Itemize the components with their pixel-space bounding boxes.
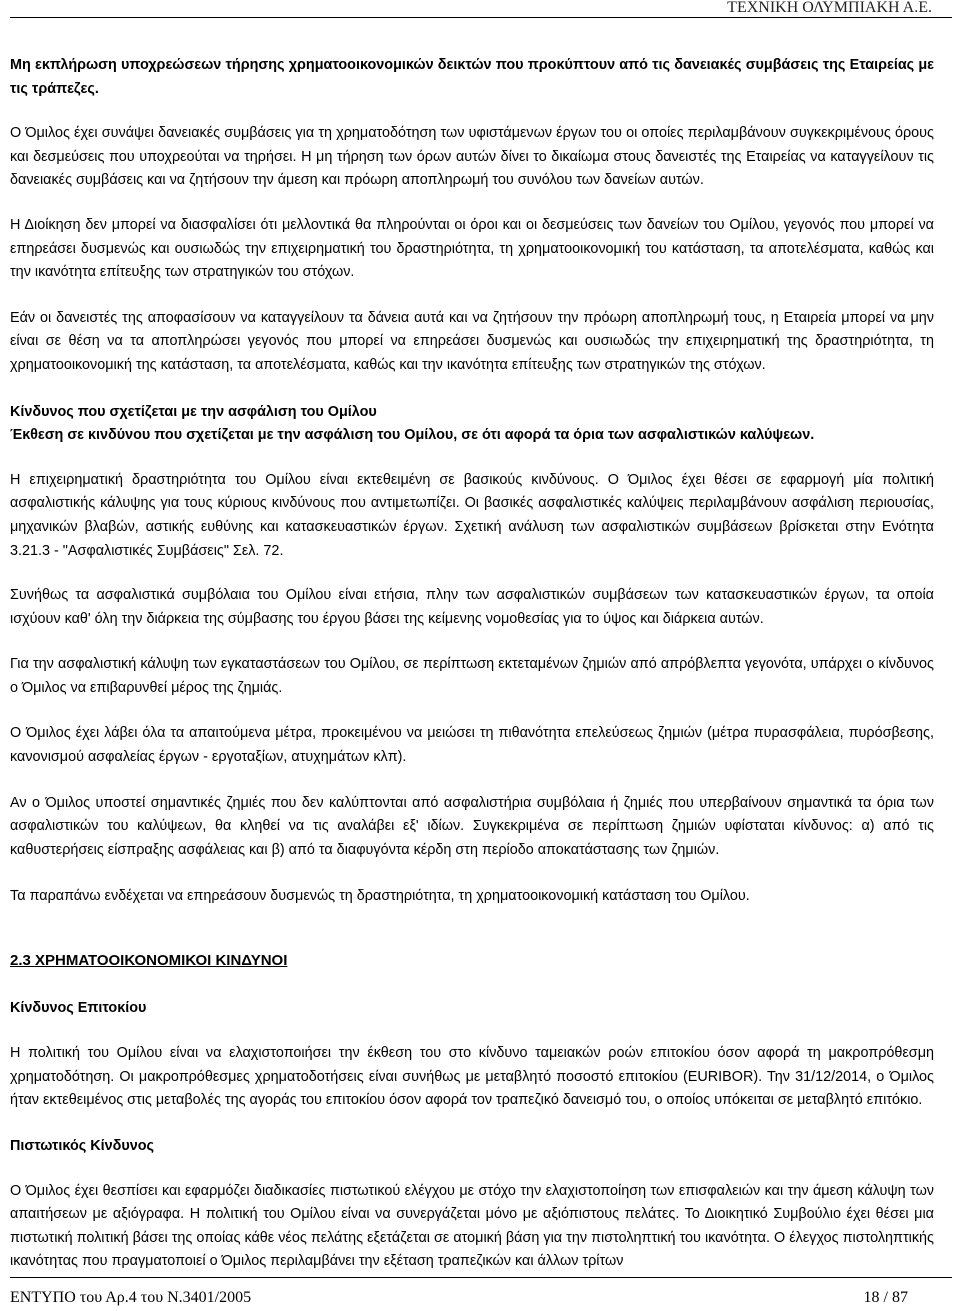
- footer-form-reference: ΕΝΤΥΠΟ του Αρ.4 του Ν.3401/2005: [10, 1289, 252, 1306]
- interest-rate-paragraph: Η πολιτική του Ομίλου είναι να ελαχιστοποιήσει την έκθεση του στο κίνδυνο ταμειακών ροών επιτοκίου όσον αφορά τη μακροπρόθεσμη χρηματοδότηση. Οι μακροπρόθεσμες χρηματοδοτήσεις είναι συνήθως με μεταβλητό ποσοστό επιτοκίου (EURIBOR). Την 31/12/2014, ο Όμιλος ήταν εκτεθειμένος στις μεταβολές της αγοράς του επιτοκίου όσον αφορά τον τραπεζικό δανεισμό του, ο οποίος υπόκειται σε μεταβλητό επιτόκιο.: [10, 1045, 934, 1109]
- insurance-heading: Κίνδυνος που σχετίζεται με την ασφάλιση του Ομίλου: [10, 403, 377, 420]
- covenants-paragraph-1: Ο Όμιλος έχει συνάψει δανειακές συμβάσεις για τη χρηματοδότηση των υφιστάμενων έργων του οι οποίες περιλαμβάνουν συγκεκριμένους όρους και δεσμεύσεις που υποχρεούται να τηρήσει. Η μη τήρηση των όρων αυτών δίνει το δικαίωμα στους δανειστές της Εταιρείας να καταγγείλουν τις δανειακές συμβάσεις και να ζητήσουν την άμεση και πρόωρη αποπληρωμή του συνόλου των δανείων αυτών.: [10, 125, 934, 189]
- insurance-paragraph-4: Ο Όμιλος έχει λάβει όλα τα απαιτούμενα μέτρα, προκειμένου να μειώσει τη πιθανότητα επελεύσεως ζημιών (μέτρα πυρασφάλεια, πυρόσβεσης, κανονισμού ασφαλείας έργων - εργοταξίων, ατυχημάτων κλπ).: [10, 725, 934, 766]
- insurance-paragraph-3: Για την ασφαλιστική κάλυψη των εγκαταστάσεων του Ομίλου, σε περίπτωση εκτεταμένων ζημιών από απρόβλεπτα γεγονότα, υπάρχει ο κίνδυνος ο Όμιλος να επιβαρυνθεί μέρος της ζημιάς.: [10, 656, 934, 696]
- credit-risk-heading: Πιστωτικός Κίνδυνος: [10, 1138, 155, 1154]
- insurance-paragraph-6: Τα παραπάνω ενδέχεται να επηρεάσουν δυσμενώς τη δραστηριότητα, τη χρηματοοικονομική κατάσταση του Ομίλου.: [10, 888, 750, 905]
- insurance-paragraph-5: Αν ο Όμιλος υποστεί σημαντικές ζημιές που δεν καλύπτονται από ασφαλιστήρια συμβόλαια ή ζημιές που υπερβαίνουν σημαντικά τα όρια των ασφαλιστικών του καλύψεων, θα κληθεί να τις αναλάβει εξ' ιδίων. Συγκεκριμένα σε περίπτωση ζημιών υφίσταται κίνδυνος: α) από τις καθυστερήσεις είσπραξης ασφάλειας και β) από τα διαφυγόντα κέρδη στη περίοδο αποκατάστασης των ζημιών.: [10, 794, 934, 858]
- header-divider: [10, 17, 952, 18]
- insurance-subheading: Έκθεση σε κινδύνου που σχετίζεται με την ασφάλιση του Ομίλου, σε ότι αφορά τα όρια των ασφαλιστικών καλύψεων.: [10, 427, 815, 444]
- covenants-paragraph-3: Εάν οι δανειστές της αποφασίσουν να καταγγείλουν τα δάνεια αυτά και να ζητήσουν την πρόωρη αποπληρωμή τους, η Εταιρεία μπορεί να μην είναι σε θέση να τα αποπληρώσει γεγονός που μπορεί να επηρεάσει δυσμενώς και ουσιωδώς την επιχειρηματική της δραστηριότητα, τη χρηματοοικονομική της κατάσταση, τα αποτελέσματα, καθώς και την ικανότητα επίτευξης των στρατηγικών της στόχων.: [10, 309, 934, 373]
- insurance-paragraph-2: Συνήθως τα ασφαλιστικά συμβόλαια του Ομίλου είναι ετήσια, πλην των ασφαλιστικών συμβάσεων των κατασκευαστικών έργων, τα οποία ισχύουν καθ' όλη την διάρκεια της σύμβασης του έργου βάσει της κείμενης νομοθεσίας για το ύψος και διάρκεια αυτών.: [10, 587, 934, 627]
- section-title-financial-risks: 2.3 ΧΡΗΜΑΤΟΟΙΚΟΝΟΜΙΚΟΙ ΚΙΝΔΥΝΟΙ: [10, 952, 288, 970]
- footer-divider: [10, 1277, 952, 1278]
- header-company-name: ΤΕΧΝΙΚΗ ΟΛΥΜΠΙΑΚΗ Α.Ε.: [727, 0, 932, 16]
- page-number: 18 / 87: [863, 1289, 908, 1306]
- covenants-paragraph-2: Η Διοίκηση δεν μπορεί να διασφαλίσει ότι μελλοντικά θα πληρούνται οι όροι και οι δεσμεύσεις των δανείων του Ομίλου, γεγονός που μπορεί να επηρεάσει δυσμενώς και ουσιωδώς την επιχειρηματική του δραστηριότητα, τη χρηματοοικονομική του κατάσταση, τα αποτελέσματα, καθώς και την ικανότητα επίτευξης των στρατηγικών του στόχων.: [10, 216, 934, 281]
- insurance-paragraph-1: Η επιχειρηματική δραστηριότητα του Ομίλου είναι εκτεθειμένη σε βασικούς κινδύνους. Ο Όμιλος έχει θέσει σε εφαρμογή μία πολιτική ασφαλιστικής κάλυψης για τους κύριους κινδύνους που αντιμετωπίζει. Οι βασικές ασφαλιστικές καλύψεις περιλαμβάνουν ασφάλιση περιουσίας, μηχανικών βλαβών, αστικής ευθύνης και κατασκευαστικών έργων. Σχετική ανάλυση των ασφαλιστικών συμβάσεων βρίσκεται στην Ενότητα 3.21.3 - "Ασφαλιστικές Συμβάσεις" Σελ. 72.: [10, 471, 934, 559]
- document-body: [10, 54, 934, 1274]
- interest-rate-risk-heading: Κίνδυνος Επιτοκίου: [10, 999, 147, 1016]
- covenants-heading: Μη εκπλήρωση υποχρεώσεων τήρησης χρηματοοικονομικών δεικτών που προκύπτουν από τις δανειακές συμβάσεις της Εταιρείας με τις τράπεζες.: [10, 57, 934, 97]
- credit-risk-paragraph: Ο Όμιλος έχει θεσπίσει και εφαρμόζει διαδικασίες πιστωτικού ελέγχου με στόχο την ελαχιστοποίηση των επισφαλειών και την άμεση κάλυψη των απαιτήσεων με αξιόγραφα. Η πολιτική του Ομίλου είναι να συνεργάζεται μόνο με αξιόπιστους πελάτες. Το Διοικητικό Συμβούλιο έχει θέσει μια πιστωτική πολιτική βάσει της οποίας κάθε νέος πελάτης εξετάζεται σε ατομική βάση για την πιστοληπτική του ικανότητα. Ο έλεγχος πιστοληπτικής ικανότητας που πραγματοποιεί ο Όμιλος περιλαμβάνει την εξέταση τραπεζικών και άλλων τρίτων: [10, 1182, 934, 1270]
